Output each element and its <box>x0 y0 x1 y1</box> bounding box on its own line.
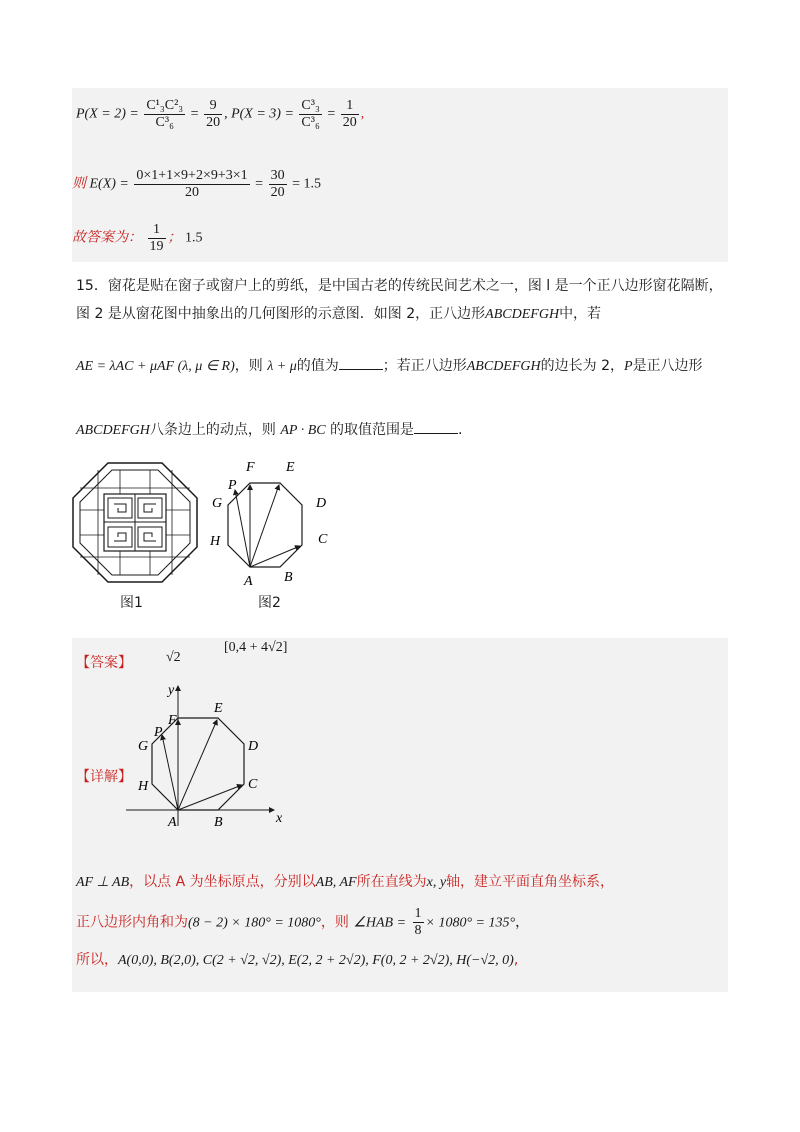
coord-label-P: P <box>154 725 163 740</box>
figure-1-window-flower <box>70 460 200 585</box>
coord-label-E: E <box>214 701 223 716</box>
coord-label-B: B <box>214 815 223 830</box>
prob-line: P(X = 2) = $\frac{\text{C¹₃C²₃}}{\text{C³₆}}$ = $\frac{9}{20}$ , P(X = 3) = $\frac{\text{C³₃}}{\text{C³₆}}$ = $\frac{1}{20}$ , <box>76 98 365 130</box>
vector-equation: AE = λAC + μAF (λ, μ ∈ R) <box>76 359 235 374</box>
axis-y-label: y <box>168 683 175 698</box>
explain-line-2: 正八边形内角和为(8 − 2) × 180° = 1080°，则 ∠HAB = $\frac{1}{8}$ × 1080° = 135°， <box>76 906 530 938</box>
blank-2 <box>414 421 458 434</box>
fig2-label-D: D <box>316 496 327 511</box>
figure-2-octagon <box>200 455 340 590</box>
fig2-label-F: F <box>246 460 255 475</box>
explain-line-3: 所以，A(0,0), B(2,0), C(2 + √2, √2), E(2, 2 + 2√2), F(0, 2 + 2√2), H(−√2, 0), <box>76 952 519 968</box>
coord-label-C: C <box>248 777 258 792</box>
expectation-line: 则 E(X) = $\frac{0\times 1+1\times 9+2\times 9+3\times 1}{20}$ = $\frac{30}{20}$ = 1.5 <box>72 168 321 200</box>
answer-2: [0,4 + 4√2] <box>224 640 288 655</box>
fig2-label-G: G <box>212 496 223 511</box>
explain-line-1: AF ⊥ AB，以点 A 为坐标原点，分别以AB, AF所在直线为x, y轴，建立平面直角坐标系， <box>76 874 615 890</box>
fig2-label-B: B <box>284 570 293 585</box>
problem-line-3: AE = λAC + μAF (λ, μ ∈ R)，则 λ + μ的值为 ；若正八边形ABCDEFGH的边长为 2，P是正八边形 <box>76 358 703 374</box>
coordinate-figure <box>126 680 286 830</box>
coord-label-G: G <box>138 739 149 754</box>
answer-1: √2 <box>166 650 181 665</box>
figure-1-caption: 图1 <box>120 595 143 611</box>
problem-line-2: 图 2 是从窗花图中抽象出的几何图形的示意图．如图 2，正八边形ABCDEFGH中，若 <box>76 306 602 322</box>
fig2-label-H: H <box>210 534 221 549</box>
problem-line-4: ABCDEFGH八条边上的动点，则 AP · BC 的取值范围是 . <box>76 422 463 438</box>
fig2-label-A: A <box>244 574 253 589</box>
axis-x-label: x <box>276 811 283 826</box>
fig2-label-C: C <box>318 532 328 547</box>
answer-label: 【答案】 <box>76 655 132 671</box>
figure-2-caption: 图2 <box>258 595 281 611</box>
coord-label-D: D <box>248 739 259 754</box>
detail-label: 【详解】 <box>76 769 132 785</box>
fig2-label-P: P <box>228 478 237 493</box>
final-answer-line: 故答案为： $\frac{1}{19}$ ； 1.5 <box>72 222 203 254</box>
dot-product: AP · BC <box>280 423 326 438</box>
coord-label-F: F <box>168 713 177 728</box>
blank-1 <box>339 357 383 370</box>
coord-label-A: A <box>168 815 177 830</box>
fig2-label-E: E <box>286 460 295 475</box>
problem-line-1: 15．窗花是贴在窗子或窗户上的剪纸，是中国古老的传统民间艺术之一，图 l 是一个正八边形窗花隔断， <box>76 278 723 294</box>
coord-label-H: H <box>138 779 149 794</box>
